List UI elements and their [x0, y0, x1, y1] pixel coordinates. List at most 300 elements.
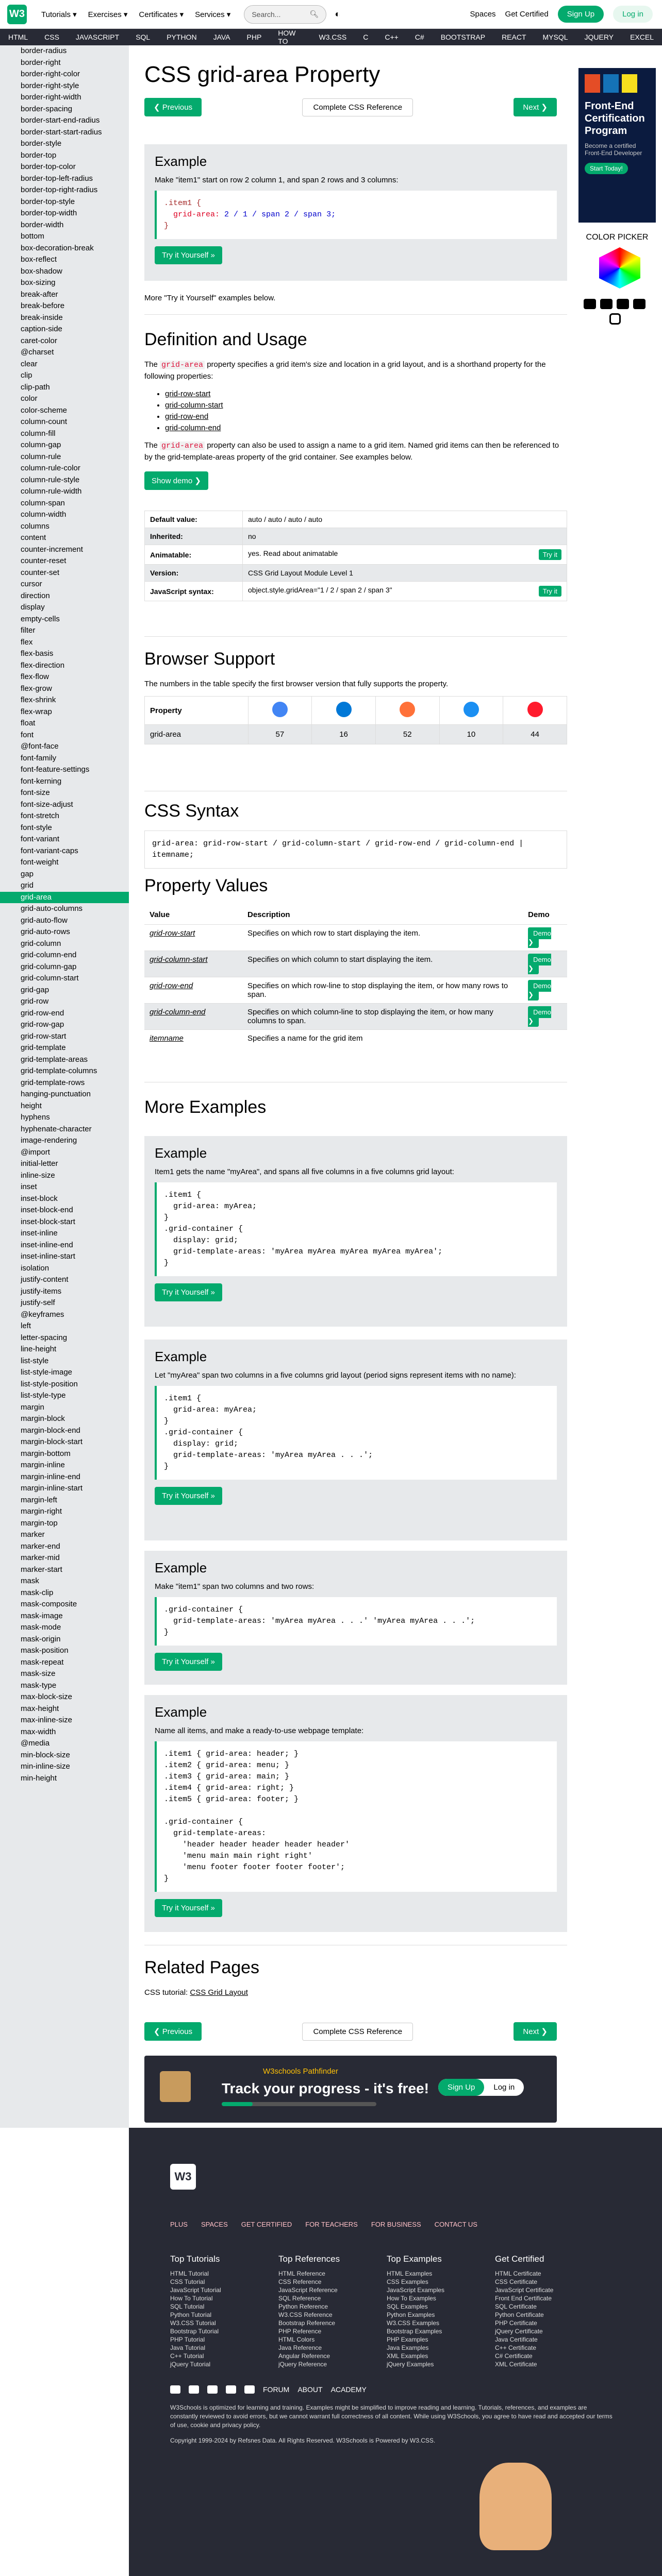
sidebar-item[interactable]: image-rendering [21, 1136, 77, 1145]
youtube-icon[interactable] [584, 299, 596, 309]
try-it-button[interactable]: Try it Yourself » [155, 1653, 222, 1671]
table-header: Property [145, 697, 249, 725]
footer-column-link[interactable]: HTML Examples [387, 2270, 433, 2277]
value-name[interactable]: itemname [144, 1030, 242, 1047]
table-cell: 16 [312, 725, 376, 744]
nav-item[interactable]: JAVA [213, 33, 230, 41]
sidebar-item[interactable]: font-feature-settings [21, 765, 90, 774]
footer-column-link[interactable]: JavaScript Tutorial [170, 2286, 221, 2294]
footer-column-link[interactable]: C++ Certificate [495, 2344, 537, 2351]
about-link[interactable]: ABOUT [297, 2385, 323, 2394]
demo-button[interactable]: Demo ❯ [528, 954, 551, 974]
sidebar-item[interactable]: grid-column [21, 939, 61, 948]
footer-column-link[interactable]: PHP Certificate [495, 2319, 537, 2327]
sidebar-item[interactable]: font-style [21, 823, 52, 832]
nav-item[interactable]: W3.CSS [319, 33, 347, 41]
sidebar-item[interactable]: grid [21, 881, 34, 890]
sidebar-item[interactable]: box-sizing [21, 278, 56, 287]
footer-column-link[interactable]: C++ Tutorial [170, 2352, 204, 2360]
color-picker-label: COLOR PICKER [586, 233, 649, 242]
sidebar-item[interactable]: grid-row-start [21, 1031, 67, 1041]
show-demo-button[interactable]: Show demo ❯ [144, 471, 208, 490]
nav-item[interactable]: C [363, 33, 369, 41]
previous-button[interactable]: ❮ Previous [144, 98, 202, 116]
sidebar-item[interactable]: height [21, 1101, 42, 1110]
sidebar-item[interactable]: inset [21, 1182, 37, 1191]
sidebar-item[interactable]: inset-block-end [21, 1206, 73, 1214]
sidebar-item[interactable]: @keyframes [21, 1310, 64, 1319]
nav-item[interactable]: PYTHON [167, 33, 197, 41]
academy-link[interactable]: ACADEMY [330, 2385, 367, 2394]
sidebar-item[interactable]: border-style [21, 139, 62, 148]
sidebar-item[interactable]: margin-left [21, 1495, 57, 1504]
sidebar-item[interactable]: border-top-left-radius [21, 174, 93, 183]
try-it-button[interactable]: Try it Yourself » [155, 1487, 222, 1505]
sidebar-item[interactable]: @import [21, 1147, 50, 1157]
sidebar-item[interactable]: empty-cells [21, 614, 60, 623]
sidebar-item[interactable]: max-block-size [21, 1692, 73, 1701]
sidebar-item[interactable]: flex-wrap [21, 707, 52, 716]
sidebar-item[interactable]: column-span [21, 498, 65, 507]
sidebar-item[interactable]: mask [21, 1577, 39, 1585]
sidebar-item[interactable]: grid-row-gap [21, 1020, 64, 1029]
color-picker-icon[interactable] [599, 247, 640, 289]
nav-item[interactable]: REACT [502, 33, 526, 41]
table-header [248, 697, 312, 725]
list-item[interactable]: • grid-column-start [165, 400, 567, 411]
sidebar-item[interactable]: grid-row [21, 997, 49, 1006]
sidebar-item[interactable]: mask-type [21, 1681, 57, 1690]
sidebar-item[interactable]: marker [21, 1530, 45, 1539]
definition-p1 [144, 359, 567, 382]
sidebar-item[interactable]: mask-position [21, 1646, 69, 1655]
footer-column-link[interactable]: CSS Reference [278, 2278, 322, 2285]
footer-column-link[interactable]: Python Tutorial [170, 2311, 212, 2318]
sidebar-item[interactable]: flex-shrink [21, 696, 56, 704]
sidebar-item[interactable]: margin-block [21, 1414, 65, 1423]
value-name[interactable]: grid-column-start [144, 951, 242, 977]
ad-start-button[interactable]: Start Today! [585, 163, 628, 174]
css-reference-button[interactable]: Complete CSS Reference [302, 98, 413, 116]
sidebar-item[interactable]: margin-inline-end [21, 1472, 80, 1481]
list-item[interactable]: • grid-row-end [165, 411, 567, 422]
sidebar-item[interactable]: font-variant [21, 835, 60, 843]
sidebar-item[interactable]: font-size [21, 788, 50, 797]
try-it-button[interactable]: Try it Yourself » [155, 1283, 222, 1301]
log-in-button[interactable]: Log in [613, 6, 653, 23]
sidebar-item[interactable]: grid-column-start [21, 974, 79, 982]
nav-item[interactable]: EXCEL [630, 33, 654, 41]
certification-ad[interactable] [578, 68, 656, 223]
footer-link[interactable]: FOR BUSINESS [371, 2221, 421, 2228]
sidebar-item[interactable]: cursor [21, 580, 42, 588]
nav-item[interactable]: MYSQL [542, 33, 568, 41]
footer-column-link[interactable]: jQuery Examples [387, 2361, 434, 2368]
footer-link[interactable]: PLUS [170, 2221, 188, 2228]
related-link[interactable]: CSS Grid Layout [190, 1988, 248, 1997]
sidebar-item[interactable]: mask-image [21, 1611, 63, 1620]
sidebar-item[interactable]: border-top-style [21, 197, 75, 206]
sidebar-item[interactable]: marker-end [21, 1541, 60, 1551]
demo-button[interactable]: Demo ❯ [528, 1006, 551, 1027]
footer-column-link[interactable]: jQuery Reference [278, 2361, 327, 2368]
spaces-link[interactable]: Spaces [470, 10, 496, 19]
table-row [145, 582, 567, 601]
footer-link[interactable]: GET CERTIFIED [241, 2221, 292, 2228]
previous-button[interactable]: ❮ Previous [144, 2022, 202, 2041]
next-button[interactable]: Next ❯ [514, 98, 557, 116]
sidebar-item[interactable]: min-inline-size [21, 1762, 70, 1771]
nav-item[interactable]: HTML [8, 33, 28, 41]
sidebar-item[interactable]: flex-flow [21, 672, 49, 681]
sign-up-button[interactable]: Sign Up [558, 6, 604, 23]
sidebar-item[interactable]: break-after [21, 290, 58, 299]
footer-column-link[interactable]: SQL Examples [387, 2303, 428, 2310]
sidebar-item[interactable]: flex-grow [21, 684, 52, 693]
top-bar [0, 0, 662, 29]
footer-column-link[interactable]: Java Reference [278, 2344, 322, 2351]
footer-column-link[interactable]: Angular Reference [278, 2352, 330, 2360]
sidebar-item[interactable]: mask-size [21, 1669, 56, 1678]
sidebar-item[interactable]: content [21, 533, 46, 542]
sidebar-item[interactable]: font-kerning [21, 776, 62, 786]
sidebar-item[interactable]: clip-path [21, 382, 50, 392]
demo-button[interactable]: Demo ❯ [528, 927, 551, 948]
sidebar-item[interactable]: inline-size [21, 1171, 55, 1180]
sidebar-item[interactable]: grid-column-end [21, 951, 77, 959]
sidebar-item[interactable]: font-variant-caps [21, 846, 78, 855]
sidebar-item[interactable]: mask-clip [21, 1588, 54, 1597]
try-it-button[interactable]: Try it Yourself » [155, 246, 222, 264]
sidebar-item[interactable]: counter-reset [21, 556, 67, 565]
try-it-button[interactable]: Try it Yourself » [155, 1899, 222, 1917]
sidebar-item[interactable]: flex-direction [21, 660, 65, 670]
sidebar-item[interactable]: margin-right [21, 1507, 62, 1516]
sidebar-item[interactable]: left [21, 1321, 31, 1330]
sidebar-item[interactable]: marker-mid [21, 1553, 60, 1562]
sidebar-item[interactable]: bottom [21, 232, 44, 241]
sidebar-item[interactable]: border-start-end-radius [21, 116, 100, 125]
sidebar-item[interactable]: justify-self [21, 1298, 55, 1307]
footer-column-link[interactable]: HTML Certificate [495, 2270, 541, 2277]
sidebar-item[interactable]: grid-template [21, 1043, 66, 1052]
pathfinder-log-in[interactable]: Log in [493, 2083, 515, 2092]
sidebar-item[interactable]: font-size-adjust [21, 800, 73, 809]
sidebar-item[interactable]: hyphenate-character [21, 1124, 92, 1133]
sidebar-item[interactable]: border-right [21, 58, 61, 67]
sidebar-item[interactable]: flex-basis [21, 649, 54, 658]
sidebar-item[interactable]: max-width [21, 1727, 56, 1736]
footer-column-link[interactable]: jQuery Tutorial [170, 2361, 211, 2368]
sidebar-item[interactable]: filter [21, 626, 36, 635]
sidebar-item[interactable]: inset-inline-start [21, 1252, 75, 1261]
sidebar-item[interactable]: inset-block [21, 1194, 58, 1203]
discord-icon[interactable] [617, 299, 629, 309]
try-it-button[interactable]: Try it [539, 549, 561, 560]
nav-item[interactable]: JAVASCRIPT [75, 33, 120, 41]
sidebar-item[interactable]: @charset [21, 348, 54, 357]
footer-column-link[interactable]: CSS Certificate [495, 2278, 538, 2285]
sidebar-item[interactable]: border-right-color [21, 70, 80, 78]
footer-column-link[interactable]: SQL Certificate [495, 2303, 537, 2310]
facebook-icon[interactable] [226, 2385, 236, 2394]
sidebar-item[interactable]: border-start-start-radius [21, 127, 102, 137]
progress-fill [222, 2102, 253, 2106]
nav-item[interactable]: JQUERY [584, 33, 614, 41]
sidebar-item[interactable]: max-inline-size [21, 1716, 73, 1724]
sidebar-item[interactable]: border-width [21, 220, 64, 229]
footer-column-link[interactable]: JavaScript Examples [387, 2286, 445, 2294]
sidebar-item[interactable]: grid-auto-rows [21, 927, 70, 936]
sidebar-item[interactable]: grid-template-rows [21, 1078, 85, 1087]
instagram-icon[interactable] [244, 2385, 255, 2394]
sidebar-item[interactable]: list-style-image [21, 1368, 73, 1377]
sidebar-item[interactable]: inset-inline [21, 1229, 58, 1238]
sidebar-item[interactable]: justify-items [21, 1286, 62, 1296]
demo-button[interactable]: Demo ❯ [528, 980, 551, 1001]
footer-column-link[interactable]: SQL Reference [278, 2295, 321, 2302]
sidebar-item[interactable]: column-count [21, 417, 68, 426]
footer-column-link[interactable]: Bootstrap Reference [278, 2319, 336, 2327]
sidebar-item[interactable]: column-rule-width [21, 487, 82, 496]
instagram-icon[interactable] [609, 313, 621, 325]
sidebar-item[interactable]: column-rule-style [21, 475, 80, 484]
footer-column-link[interactable]: SQL Tutorial [170, 2303, 205, 2310]
table-cell: grid-area [145, 725, 249, 744]
list-item[interactable]: • grid-column-end [165, 422, 567, 434]
sidebar-item[interactable]: margin-block-start [21, 1437, 83, 1446]
sidebar-item[interactable]: grid-area [0, 892, 129, 904]
sidebar-item[interactable]: column-rule-color [21, 464, 80, 472]
footer-column-link[interactable]: W3.CSS Tutorial [170, 2319, 216, 2327]
footer-column-link[interactable]: How To Examples [387, 2295, 436, 2302]
sidebar-item[interactable]: line-height [21, 1345, 57, 1353]
footer-column-link[interactable]: PHP Tutorial [170, 2336, 205, 2343]
discord-icon[interactable] [207, 2385, 218, 2394]
footer-column-link[interactable]: HTML Colors [278, 2336, 315, 2343]
sidebar-item[interactable]: counter-increment [21, 545, 83, 554]
divider [144, 636, 567, 637]
sidebar-item[interactable]: margin [21, 1402, 44, 1412]
sidebar-item[interactable]: grid-template-columns [21, 1066, 97, 1075]
footer-column-link[interactable]: C# Certificate [495, 2352, 533, 2360]
sidebar-item[interactable]: border-top-width [21, 209, 77, 217]
sidebar-item[interactable]: clear [21, 359, 38, 368]
sidebar-item[interactable]: isolation [21, 1263, 49, 1273]
footer-column-link[interactable]: Java Certificate [495, 2336, 538, 2343]
tutorials-menu[interactable]: Tutorials ▾ [41, 10, 77, 19]
services-menu[interactable]: Services ▾ [195, 10, 231, 19]
sidebar-item[interactable]: font-stretch [21, 811, 60, 820]
sidebar-item[interactable]: grid-row-end [21, 1008, 64, 1018]
exercises-menu[interactable]: Exercises ▾ [88, 10, 128, 19]
footer-column-link[interactable]: JavaScript Certificate [495, 2286, 554, 2294]
theme-toggle-icon[interactable]: ◐ [335, 9, 341, 19]
footer-column-link[interactable]: HTML Tutorial [170, 2270, 209, 2277]
css-reference-button[interactable]: Complete CSS Reference [302, 2023, 413, 2041]
sidebar-item[interactable]: border-top-color [21, 162, 76, 171]
nav-item[interactable]: C# [415, 33, 424, 41]
footer-column-link[interactable]: Python Examples [387, 2311, 435, 2318]
sidebar-item[interactable]: margin-block-end [21, 1426, 80, 1435]
certificates-menu[interactable]: Certificates ▾ [139, 10, 184, 19]
get-certified-link[interactable]: Get Certified [505, 10, 549, 19]
footer-column-link[interactable]: How To Tutorial [170, 2295, 213, 2302]
shorthand-list [165, 388, 567, 434]
sidebar-item[interactable]: break-inside [21, 313, 63, 322]
footer-column-link[interactable]: jQuery Certificate [495, 2328, 543, 2335]
footer-column-link[interactable]: Java Tutorial [170, 2344, 206, 2351]
sidebar-item[interactable]: inset-inline-end [21, 1240, 73, 1249]
sidebar-item[interactable]: mask-composite [21, 1600, 77, 1608]
sidebar-item[interactable]: margin-top [21, 1518, 58, 1528]
sidebar-item[interactable]: break-before [21, 301, 65, 310]
code-end: } [164, 222, 169, 230]
footer-column [170, 2254, 258, 2368]
sidebar-item[interactable]: grid-auto-flow [21, 916, 68, 925]
next-button[interactable]: Next ❯ [514, 2022, 557, 2041]
sidebar-item[interactable]: column-fill [21, 429, 56, 438]
value-name[interactable]: grid-row-start [144, 925, 242, 951]
sidebar-item[interactable]: columns [21, 521, 49, 531]
sidebar-item[interactable]: column-width [21, 510, 67, 519]
nav-item[interactable]: C++ [385, 33, 399, 41]
sidebar-item[interactable]: min-block-size [21, 1750, 70, 1759]
sidebar-item[interactable]: border-top [21, 150, 57, 160]
pathfinder-title: Track your progress - it's free! [222, 2080, 429, 2096]
sidebar-item[interactable]: list-style-type [21, 1391, 66, 1400]
sidebar-item[interactable]: box-decoration-break [21, 243, 94, 252]
nav-item[interactable]: HOW TO [278, 29, 296, 45]
sidebar-item[interactable]: mask-repeat [21, 1657, 64, 1667]
sidebar-item[interactable]: grid-auto-columns [21, 904, 83, 913]
sidebar-item[interactable]: list-style [21, 1356, 49, 1365]
sidebar-item[interactable]: margin-inline-start [21, 1484, 83, 1493]
sidebar-item[interactable]: gap [21, 869, 34, 878]
linkedin-icon[interactable] [189, 2385, 199, 2394]
sidebar-item[interactable]: initial-letter [21, 1159, 58, 1168]
sidebar-item[interactable]: column-rule [21, 452, 61, 461]
nav-item[interactable]: PHP [246, 33, 262, 41]
sidebar-item[interactable]: border-right-width [21, 93, 81, 101]
sidebar-item[interactable]: @font-face [21, 742, 59, 751]
sidebar-item[interactable]: grid-column-gap [21, 962, 77, 971]
nav-item[interactable]: CSS [44, 33, 59, 41]
sidebar-item[interactable]: border-right-style [21, 81, 79, 90]
sidebar-item[interactable]: clip [21, 371, 32, 380]
nav-item[interactable]: SQL [136, 33, 151, 41]
footer-column-link[interactable]: CSS Tutorial [170, 2278, 205, 2285]
sidebar-item[interactable]: flex [21, 637, 33, 647]
sidebar-item[interactable]: justify-content [21, 1275, 69, 1284]
search-input[interactable] [244, 5, 326, 24]
sidebar-item[interactable]: margin-bottom [21, 1449, 71, 1458]
sidebar-item[interactable]: list-style-position [21, 1379, 78, 1388]
sidebar-item[interactable]: border-spacing [21, 104, 73, 113]
footer-column-link[interactable]: Python Reference [278, 2303, 328, 2310]
footer-column-link[interactable]: HTML Reference [278, 2270, 325, 2277]
footer-column-link[interactable]: XML Certificate [495, 2361, 537, 2368]
sidebar-item[interactable]: border-radius [21, 46, 67, 55]
sidebar-item[interactable]: color-scheme [21, 405, 68, 415]
sidebar-item[interactable]: margin-inline [21, 1461, 65, 1469]
sidebar-item[interactable]: font-weight [21, 858, 59, 867]
sidebar-item[interactable]: inset-block-start [21, 1217, 75, 1226]
sidebar-item[interactable]: display [21, 603, 45, 612]
sidebar-item[interactable]: max-height [21, 1704, 59, 1713]
footer-column-link[interactable]: Python Certificate [495, 2311, 544, 2318]
nav-item[interactable]: BOOTSTRAP [440, 33, 486, 41]
footer [129, 2128, 662, 2576]
sidebar-item[interactable]: letter-spacing [21, 1333, 68, 1342]
footer-column-link[interactable]: Bootstrap Tutorial [170, 2328, 219, 2335]
value-name[interactable]: grid-column-end [144, 1004, 242, 1030]
footer-logo[interactable]: W3 [170, 2164, 196, 2190]
footer-column-link[interactable]: XML Examples [387, 2352, 428, 2360]
sidebar-item[interactable]: caption-side [21, 325, 62, 333]
youtube-icon[interactable] [170, 2385, 180, 2394]
sidebar-item[interactable]: @media [21, 1739, 50, 1748]
table-row [144, 925, 567, 951]
sidebar-item[interactable]: marker-start [21, 1565, 62, 1574]
sidebar-item[interactable]: box-shadow [21, 266, 62, 276]
js-icon [622, 74, 637, 93]
footer-column-link[interactable]: W3.CSS Reference [278, 2311, 333, 2318]
sidebar-item[interactable]: box-reflect [21, 255, 57, 264]
footer-link[interactable]: SPACES [201, 2221, 228, 2228]
linkedin-icon[interactable] [600, 299, 613, 309]
sidebar-item[interactable]: hyphens [21, 1113, 50, 1122]
pathfinder-sign-up[interactable]: Sign Up [438, 2079, 484, 2096]
footer-column-link[interactable]: PHP Reference [278, 2328, 322, 2335]
sidebar-item[interactable]: hanging-punctuation [21, 1090, 91, 1098]
sidebar-item[interactable]: font [21, 730, 34, 739]
footer-column-link[interactable]: Java Examples [387, 2344, 429, 2351]
sidebar-item[interactable]: border-top-right-radius [21, 185, 98, 194]
sidebar-item[interactable]: counter-set [21, 568, 60, 577]
sidebar-item[interactable]: grid-gap [21, 985, 49, 994]
footer-column-link[interactable]: Bootstrap Examples [387, 2328, 442, 2335]
sidebar-item[interactable]: column-gap [21, 440, 61, 449]
list-item[interactable]: • grid-row-start [165, 388, 567, 400]
sidebar-item[interactable]: grid-template-areas [21, 1055, 88, 1064]
sidebar-item[interactable]: min-height [21, 1773, 57, 1783]
footer-column-link[interactable]: Front End Certificate [495, 2295, 552, 2302]
language-navbar [0, 29, 662, 45]
sidebar-item[interactable]: direction [21, 591, 50, 600]
sidebar-item[interactable]: caret-color [21, 336, 57, 345]
try-it-button[interactable]: Try it [539, 586, 561, 597]
footer-column-link[interactable]: PHP Examples [387, 2336, 428, 2343]
w3schools-logo[interactable]: W3 [7, 5, 27, 24]
forum-link[interactable]: FORUM [263, 2385, 290, 2394]
sidebar-item[interactable]: font-family [21, 753, 57, 762]
footer-column-title: Top References [278, 2254, 340, 2264]
sidebar-item[interactable]: mask-origin [21, 1634, 61, 1643]
sidebar-item[interactable]: mask-mode [21, 1623, 61, 1632]
footer-column-link[interactable]: JavaScript Reference [278, 2286, 338, 2294]
footer-link[interactable]: FOR TEACHERS [305, 2221, 358, 2228]
sidebar-item[interactable]: float [21, 719, 36, 727]
facebook-icon[interactable] [633, 299, 646, 309]
value-name[interactable]: grid-row-end [144, 977, 242, 1004]
sidebar-item[interactable]: color [21, 394, 38, 403]
footer-column-link[interactable]: W3.CSS Examples [387, 2319, 440, 2327]
footer-column-link[interactable]: CSS Examples [387, 2278, 428, 2285]
table-header: Description [247, 910, 290, 919]
footer-link[interactable]: CONTACT US [434, 2221, 477, 2228]
table-value [243, 582, 567, 601]
